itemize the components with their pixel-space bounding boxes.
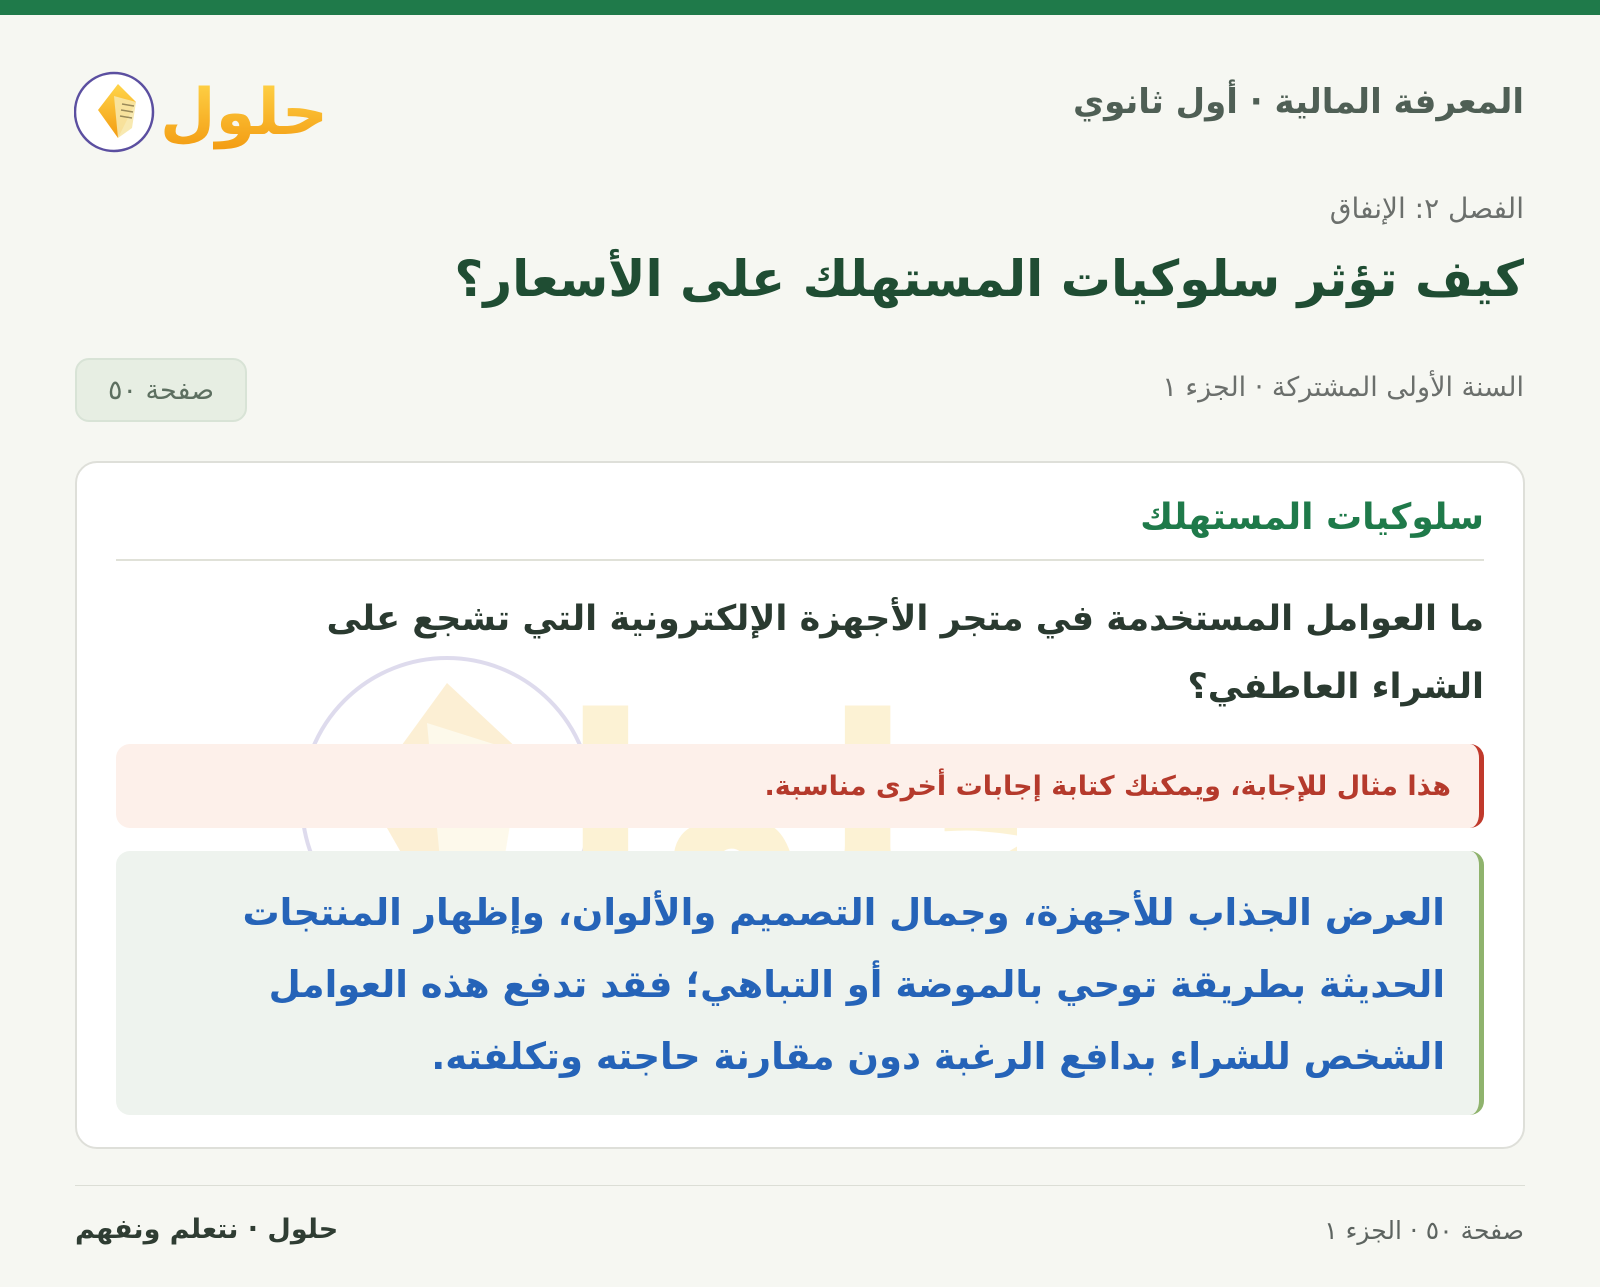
section-heading: سلوكيات المستهلك [1140,497,1484,538]
footer-divider [75,1185,1525,1186]
page-badge: صفحة ٥٠ [75,358,247,422]
example-note-text: هذا مثال للإجابة، ويمكنك كتابة إجابات أخرى مناسبة. [764,770,1451,802]
heading-divider [116,559,1484,561]
lesson-title: كيف تؤثر سلوكيات المستهلك على الأسعار؟ [454,250,1524,308]
hulul-logo [74,52,334,162]
footer-brand: حلول · نتعلم ونفهم [75,1214,339,1245]
top-accent-bar [0,0,1600,15]
svg-text:حلول: حلول [160,76,328,150]
footer-page-info: صفحة ٥٠ · الجزء ١ [1324,1216,1524,1245]
question-card [75,461,1525,1149]
grade-meta: السنة الأولى المشتركة · الجزء ١ [1162,372,1524,403]
subject-title: المعرفة المالية · أول ثانوي [1072,82,1524,122]
example-note [116,744,1484,828]
chapter-label: الفصل ٢: الإنفاق [1329,192,1524,225]
question-text: ما العوامل المستخدمة في متجر الأجهزة الإلكترونية التي تشجع على الشراء العاطفي؟ [326,599,1484,707]
answer-box: العرض الجذاب للأجهزة، وجمال التصميم والألوان، وإظهار المنتجات الحديثة بطريقة توحي بالموضة أو التباهي؛ فقد تدفع هذه العوامل الشخص للشراء بدافع الرغبة دون مقارنة حاجته وتكلفته. [116,851,1484,1115]
